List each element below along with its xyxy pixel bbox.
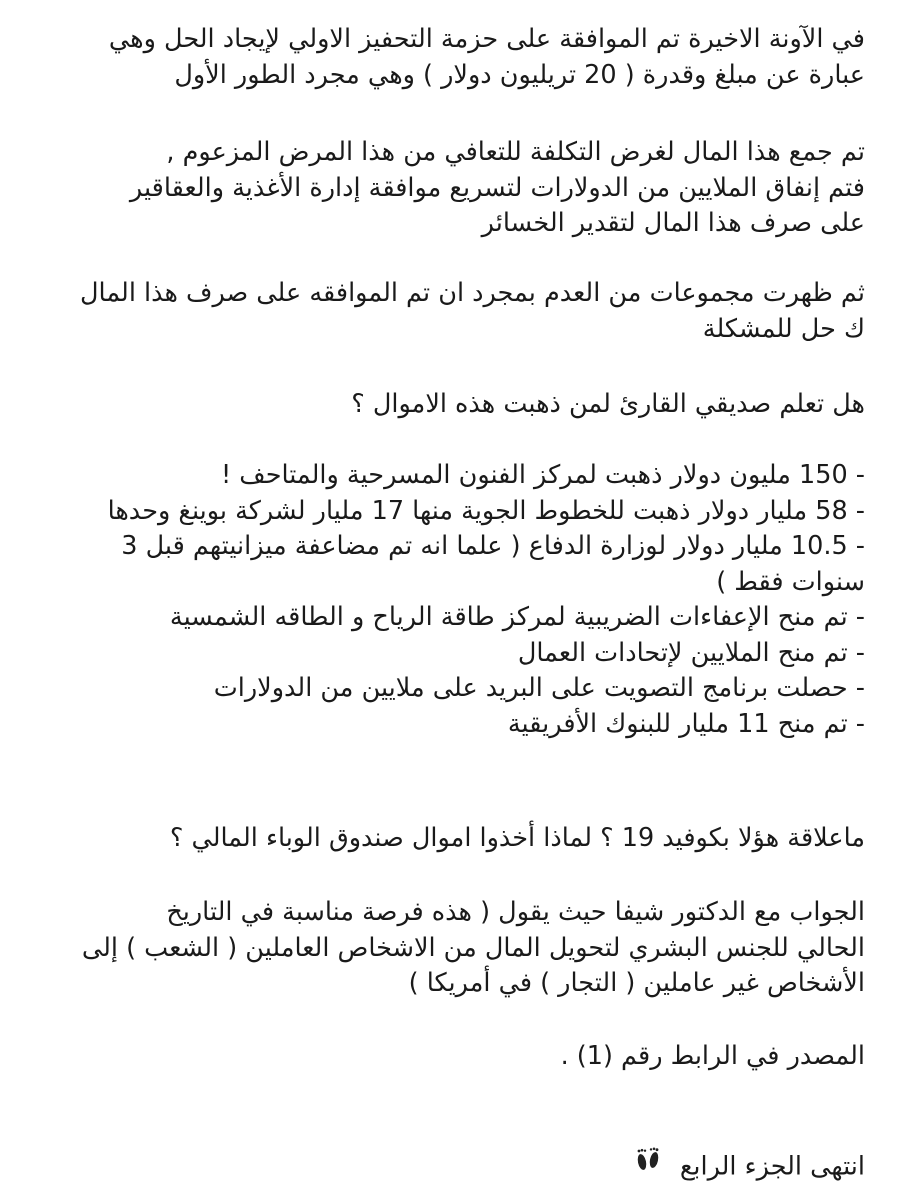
spending-item-5: - تم منح الملايين لإتحادات العمال — [517, 637, 865, 668]
spending-item-6: - حصلت برنامج التصويت على البريد على ملايين من الدولارات — [213, 673, 865, 703]
answer-line-3: الأشخاص غير عاملين ( التجار ) في أمريكا ) — [408, 968, 865, 998]
collection-line-3: على صرف هذا المال لتقدير الخسائر — [481, 208, 865, 238]
intro-line-1: في الآونة الاخيرة تم الموافقة على حزمة التحفيز الاولي لإيجاد الحل وهي — [108, 24, 865, 54]
groups-line-2: ك حل للمشكلة — [702, 313, 865, 344]
intro-line-2: عبارة عن مبلغ وقدرة ( 20 تريليون دولار ) وهي مجرد الطور الأول — [174, 59, 865, 90]
answer-line-2: الحالي للجنس البشري لتحويل المال من الاشخاص العاملين ( الشعب ) إلى — [81, 932, 865, 963]
ending-text: انتهى الجزء الرابع — [679, 1151, 865, 1182]
groups-line-1: ثم ظهرت مجموعات من العدم بمجرد ان تم الموافقه على صرف هذا المال — [80, 278, 865, 308]
collection-line-1: تم جمع هذا المال لغرض التكلفة للتعافي من هذا المرض المزعوم , — [166, 137, 865, 167]
answer-line-1: الجواب مع الدكتور شيفا حيث يقول ( هذه فرصة مناسبة في التاريخ — [166, 897, 865, 927]
question-paragraph — [40, 387, 865, 423]
intro-paragraph — [40, 22, 865, 93]
ending-line — [40, 1147, 865, 1188]
spending-item-4: - تم منح الإعفاءات الضريبية لمركز طاقة الرياح و الطاقه الشمسية — [169, 602, 865, 632]
answer-paragraph — [40, 895, 865, 1002]
source-line: المصدر في الرابط رقم (1) . — [560, 1041, 865, 1071]
spending-item-7: - تم منح 11 مليار للبنوك الأفريقية — [507, 708, 865, 739]
footprints-icon — [632, 1145, 664, 1186]
spending-item-3-continued: سنوات فقط ) — [716, 566, 865, 597]
ending-paragraph — [40, 1147, 865, 1188]
spending-item-3: - 10.5 مليار دولار لوزارة الدفاع ( علما انه تم مضاعفة ميزانيتهم قبل 3 — [121, 531, 865, 561]
spending-item-2: - 58 مليار دولار ذهبت للخطوط الجوية منها 17 مليار لشركة بوينغ وحدها — [107, 495, 865, 526]
source-paragraph — [40, 1039, 865, 1075]
relation-line: ماعلاقة هؤلا بكوفيد 19 ؟ لماذا أخذوا اموال صندوق الوباء المالي ؟ — [169, 823, 865, 853]
groups-paragraph — [40, 276, 865, 347]
spending-item-1: - 150 مليون دولار ذهبت لمركز الفنون المسرحية والمتاحف ! — [220, 460, 865, 490]
spending-list — [40, 458, 865, 742]
collection-paragraph — [40, 135, 865, 242]
question-line: هل تعلم صديقي القارئ لمن ذهبت هذه الاموال ؟ — [351, 389, 865, 419]
relation-paragraph — [40, 821, 865, 857]
collection-line-2: فتم إنفاق الملايين من الدولارات لتسريع موافقة إدارة الأغذية والعقاقير — [129, 172, 865, 203]
